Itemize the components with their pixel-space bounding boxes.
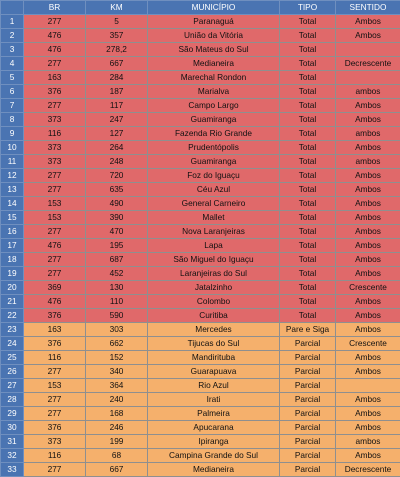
municipio-cell[interactable]: Mallet: [148, 211, 280, 225]
km-cell[interactable]: 127: [86, 127, 148, 141]
km-cell[interactable]: 278,2: [86, 43, 148, 57]
sentido-cell[interactable]: Ambos: [336, 351, 400, 365]
row-number[interactable]: 9: [1, 127, 24, 141]
tipo-cell[interactable]: Total: [280, 127, 336, 141]
br-cell[interactable]: 277: [24, 267, 86, 281]
sentido-cell[interactable]: Ambos: [336, 183, 400, 197]
km-cell[interactable]: 187: [86, 85, 148, 99]
sentido-cell[interactable]: Ambos: [336, 197, 400, 211]
municipio-cell[interactable]: Irati: [148, 393, 280, 407]
br-cell[interactable]: 116: [24, 351, 86, 365]
row-number[interactable]: 10: [1, 141, 24, 155]
row-number[interactable]: 22: [1, 309, 24, 323]
header-br[interactable]: BR: [24, 1, 86, 15]
row-number[interactable]: 27: [1, 379, 24, 393]
br-cell[interactable]: 277: [24, 99, 86, 113]
table-row: [1, 127, 400, 141]
br-cell[interactable]: 116: [24, 127, 86, 141]
sentido-cell[interactable]: Decrescente: [336, 463, 400, 477]
sentido-cell[interactable]: Ambos: [336, 295, 400, 309]
table-row: [1, 43, 400, 57]
km-cell[interactable]: 590: [86, 309, 148, 323]
municipio-cell[interactable]: São Mateus do Sul: [148, 43, 280, 57]
tipo-cell[interactable]: Parcial: [280, 435, 336, 449]
br-cell[interactable]: 476: [24, 29, 86, 43]
br-cell[interactable]: 277: [24, 183, 86, 197]
municipio-cell[interactable]: Paranaguá: [148, 15, 280, 29]
km-cell[interactable]: 199: [86, 435, 148, 449]
tipo-cell[interactable]: Total: [280, 43, 336, 57]
tipo-cell[interactable]: Parcial: [280, 351, 336, 365]
row-number[interactable]: 20: [1, 281, 24, 295]
table-row: [1, 57, 400, 71]
km-cell[interactable]: 303: [86, 323, 148, 337]
km-cell[interactable]: 168: [86, 407, 148, 421]
tipo-cell[interactable]: Total: [280, 309, 336, 323]
table-row: [1, 323, 400, 337]
tipo-cell[interactable]: Total: [280, 197, 336, 211]
sentido-cell[interactable]: Ambos: [336, 365, 400, 379]
row-number[interactable]: 6: [1, 85, 24, 99]
br-cell[interactable]: 476: [24, 43, 86, 57]
br-cell[interactable]: 373: [24, 113, 86, 127]
table-row: [1, 351, 400, 365]
row-number[interactable]: 26: [1, 365, 24, 379]
br-cell[interactable]: 277: [24, 393, 86, 407]
km-cell[interactable]: 240: [86, 393, 148, 407]
tipo-cell[interactable]: Total: [280, 211, 336, 225]
municipio-cell[interactable]: Ipiranga: [148, 435, 280, 449]
sentido-cell[interactable]: ambos: [336, 155, 400, 169]
br-cell[interactable]: 153: [24, 211, 86, 225]
tipo-cell[interactable]: Total: [280, 155, 336, 169]
km-cell[interactable]: 720: [86, 169, 148, 183]
municipio-cell[interactable]: Medianeira: [148, 463, 280, 477]
br-cell[interactable]: 277: [24, 57, 86, 71]
km-cell[interactable]: 452: [86, 267, 148, 281]
br-cell[interactable]: 376: [24, 421, 86, 435]
row-number[interactable]: 15: [1, 211, 24, 225]
km-cell[interactable]: 264: [86, 141, 148, 155]
sentido-cell[interactable]: Ambos: [336, 15, 400, 29]
row-number[interactable]: 25: [1, 351, 24, 365]
br-cell[interactable]: 373: [24, 435, 86, 449]
br-cell[interactable]: 163: [24, 323, 86, 337]
br-cell[interactable]: 277: [24, 463, 86, 477]
km-cell[interactable]: 667: [86, 57, 148, 71]
row-number[interactable]: 28: [1, 393, 24, 407]
table-row: [1, 281, 400, 295]
table-row: [1, 449, 400, 463]
table-row: [1, 71, 400, 85]
municipio-cell[interactable]: Mandirituba: [148, 351, 280, 365]
km-cell[interactable]: 117: [86, 99, 148, 113]
km-cell[interactable]: 110: [86, 295, 148, 309]
br-cell[interactable]: 277: [24, 253, 86, 267]
municipio-cell[interactable]: Tijucas do Sul: [148, 337, 280, 351]
municipio-cell[interactable]: Nova Laranjeiras: [148, 225, 280, 239]
tipo-cell[interactable]: Parcial: [280, 421, 336, 435]
sentido-cell[interactable]: Ambos: [336, 169, 400, 183]
table-row: [1, 253, 400, 267]
municipio-cell[interactable]: Guamiranga: [148, 155, 280, 169]
row-number[interactable]: 29: [1, 407, 24, 421]
table-body: [1, 15, 400, 477]
tipo-cell[interactable]: Total: [280, 253, 336, 267]
municipio-cell[interactable]: Fazenda Rio Grande: [148, 127, 280, 141]
municipio-cell[interactable]: Prudentópolis: [148, 141, 280, 155]
municipio-cell[interactable]: General Carneiro: [148, 197, 280, 211]
km-cell[interactable]: 248: [86, 155, 148, 169]
tipo-cell[interactable]: Total: [280, 113, 336, 127]
header-row: [1, 1, 400, 15]
sentido-cell[interactable]: ambos: [336, 85, 400, 99]
header-sentido[interactable]: SENTIDO: [336, 1, 400, 15]
row-number[interactable]: 32: [1, 449, 24, 463]
row-number[interactable]: 17: [1, 239, 24, 253]
municipio-cell[interactable]: Lapa: [148, 239, 280, 253]
br-cell[interactable]: 153: [24, 197, 86, 211]
municipio-cell[interactable]: Marialva: [148, 85, 280, 99]
tipo-cell[interactable]: Total: [280, 57, 336, 71]
table-row: [1, 197, 400, 211]
row-number[interactable]: 1: [1, 15, 24, 29]
row-number[interactable]: 19: [1, 267, 24, 281]
table-row: [1, 85, 400, 99]
table-row: [1, 155, 400, 169]
sentido-cell[interactable]: Ambos: [336, 29, 400, 43]
row-number[interactable]: 16: [1, 225, 24, 239]
row-number[interactable]: 18: [1, 253, 24, 267]
tipo-cell[interactable]: Total: [280, 85, 336, 99]
br-cell[interactable]: 376: [24, 85, 86, 99]
br-cell[interactable]: 476: [24, 295, 86, 309]
table-row: [1, 393, 400, 407]
sentido-cell[interactable]: Ambos: [336, 449, 400, 463]
tipo-cell[interactable]: Parcial: [280, 365, 336, 379]
table-row: [1, 211, 400, 225]
tipo-cell[interactable]: Total: [280, 99, 336, 113]
km-cell[interactable]: 130: [86, 281, 148, 295]
municipio-cell[interactable]: São Miguel do Iguaçu: [148, 253, 280, 267]
tipo-cell[interactable]: Parcial: [280, 407, 336, 421]
table-row: [1, 225, 400, 239]
municipio-cell[interactable]: Colombo: [148, 295, 280, 309]
header-index[interactable]: [1, 1, 24, 15]
row-number[interactable]: 24: [1, 337, 24, 351]
km-cell[interactable]: 635: [86, 183, 148, 197]
tipo-cell[interactable]: Total: [280, 15, 336, 29]
table-row: [1, 267, 400, 281]
sentido-cell[interactable]: Ambos: [336, 393, 400, 407]
row-number[interactable]: 21: [1, 295, 24, 309]
br-cell[interactable]: 277: [24, 15, 86, 29]
br-cell[interactable]: 376: [24, 337, 86, 351]
sentido-cell[interactable]: Ambos: [336, 267, 400, 281]
municipio-cell[interactable]: Campina Grande do Sul: [148, 449, 280, 463]
table-row: [1, 29, 400, 43]
km-cell[interactable]: 390: [86, 211, 148, 225]
sentido-cell[interactable]: [336, 71, 400, 85]
km-cell[interactable]: 470: [86, 225, 148, 239]
sentido-cell[interactable]: Ambos: [336, 211, 400, 225]
tipo-cell[interactable]: Parcial: [280, 463, 336, 477]
km-cell[interactable]: 340: [86, 365, 148, 379]
br-cell[interactable]: 376: [24, 309, 86, 323]
municipio-cell[interactable]: Medianeira: [148, 57, 280, 71]
br-cell[interactable]: 277: [24, 407, 86, 421]
row-number[interactable]: 23: [1, 323, 24, 337]
km-cell[interactable]: 667: [86, 463, 148, 477]
sentido-cell[interactable]: Ambos: [336, 253, 400, 267]
km-cell[interactable]: 662: [86, 337, 148, 351]
table-row: [1, 407, 400, 421]
row-number[interactable]: 3: [1, 43, 24, 57]
municipio-cell[interactable]: Apucarana: [148, 421, 280, 435]
sentido-cell[interactable]: [336, 379, 400, 393]
row-number[interactable]: 7: [1, 99, 24, 113]
municipio-cell[interactable]: Céu Azul: [148, 183, 280, 197]
row-number[interactable]: 2: [1, 29, 24, 43]
km-cell[interactable]: 247: [86, 113, 148, 127]
tipo-cell[interactable]: Parcial: [280, 379, 336, 393]
header-municipio[interactable]: MUNICÍPIO: [148, 1, 280, 15]
table-row: [1, 421, 400, 435]
km-cell[interactable]: 364: [86, 379, 148, 393]
municipio-cell[interactable]: Marechal Rondon: [148, 71, 280, 85]
sentido-cell[interactable]: Crescente: [336, 337, 400, 351]
row-number[interactable]: 30: [1, 421, 24, 435]
br-cell[interactable]: 369: [24, 281, 86, 295]
row-number[interactable]: 12: [1, 169, 24, 183]
sentido-cell[interactable]: Ambos: [336, 239, 400, 253]
br-cell[interactable]: 116: [24, 449, 86, 463]
row-number[interactable]: 4: [1, 57, 24, 71]
tipo-cell[interactable]: Total: [280, 29, 336, 43]
table-row: [1, 15, 400, 29]
km-cell[interactable]: 687: [86, 253, 148, 267]
tipo-cell[interactable]: Total: [280, 183, 336, 197]
municipio-cell[interactable]: Palmeira: [148, 407, 280, 421]
tipo-cell[interactable]: Parcial: [280, 449, 336, 463]
tipo-cell[interactable]: Total: [280, 71, 336, 85]
municipio-cell[interactable]: Rio Azul: [148, 379, 280, 393]
tipo-cell[interactable]: Total: [280, 267, 336, 281]
table-row: [1, 141, 400, 155]
table-row: [1, 463, 400, 477]
sentido-cell[interactable]: Ambos: [336, 309, 400, 323]
br-cell[interactable]: 153: [24, 379, 86, 393]
br-cell[interactable]: 163: [24, 71, 86, 85]
km-cell[interactable]: 68: [86, 449, 148, 463]
sentido-cell[interactable]: ambos: [336, 435, 400, 449]
table-row: [1, 169, 400, 183]
tipo-cell[interactable]: Total: [280, 225, 336, 239]
table-row: [1, 113, 400, 127]
sentido-cell[interactable]: Ambos: [336, 225, 400, 239]
sentido-cell[interactable]: Ambos: [336, 141, 400, 155]
table-row: [1, 295, 400, 309]
tipo-cell[interactable]: Total: [280, 141, 336, 155]
tipo-cell[interactable]: Parcial: [280, 393, 336, 407]
municipio-cell[interactable]: Guarapuava: [148, 365, 280, 379]
km-cell[interactable]: 5: [86, 15, 148, 29]
br-cell[interactable]: 476: [24, 239, 86, 253]
km-cell[interactable]: 490: [86, 197, 148, 211]
municipio-cell[interactable]: Jatalzinho: [148, 281, 280, 295]
table-row: [1, 365, 400, 379]
tipo-cell[interactable]: Total: [280, 169, 336, 183]
sentido-cell[interactable]: Crescente: [336, 281, 400, 295]
municipio-cell[interactable]: Foz do Iguaçu: [148, 169, 280, 183]
table-row: [1, 379, 400, 393]
table-row: [1, 239, 400, 253]
table-row: [1, 337, 400, 351]
br-cell[interactable]: 373: [24, 155, 86, 169]
br-cell[interactable]: 373: [24, 141, 86, 155]
table-row: [1, 435, 400, 449]
sentido-cell[interactable]: Ambos: [336, 407, 400, 421]
km-cell[interactable]: 246: [86, 421, 148, 435]
header-tipo[interactable]: TIPO: [280, 1, 336, 15]
sentido-cell[interactable]: Decrescente: [336, 57, 400, 71]
row-number[interactable]: 8: [1, 113, 24, 127]
municipio-cell[interactable]: Curitiba: [148, 309, 280, 323]
sentido-cell[interactable]: [336, 43, 400, 57]
km-cell[interactable]: 284: [86, 71, 148, 85]
sentido-cell[interactable]: Ambos: [336, 113, 400, 127]
header-km[interactable]: KM: [86, 1, 148, 15]
municipio-cell[interactable]: Laranjeiras do Sul: [148, 267, 280, 281]
table-row: [1, 99, 400, 113]
municipio-cell[interactable]: Mercedes: [148, 323, 280, 337]
table-row: [1, 183, 400, 197]
row-number[interactable]: 33: [1, 463, 24, 477]
sentido-cell[interactable]: Ambos: [336, 99, 400, 113]
tipo-cell[interactable]: Total: [280, 281, 336, 295]
row-number[interactable]: 14: [1, 197, 24, 211]
br-cell[interactable]: 277: [24, 365, 86, 379]
row-number[interactable]: 11: [1, 155, 24, 169]
tipo-cell[interactable]: Total: [280, 295, 336, 309]
municipio-cell[interactable]: União da Vitória: [148, 29, 280, 43]
km-cell[interactable]: 152: [86, 351, 148, 365]
sentido-cell[interactable]: Ambos: [336, 421, 400, 435]
row-number[interactable]: 13: [1, 183, 24, 197]
sentido-cell[interactable]: ambos: [336, 127, 400, 141]
tipo-cell[interactable]: Pare e Siga: [280, 323, 336, 337]
municipio-cell[interactable]: Campo Largo: [148, 99, 280, 113]
km-cell[interactable]: 357: [86, 29, 148, 43]
tipo-cell[interactable]: Total: [280, 239, 336, 253]
br-cell[interactable]: 277: [24, 169, 86, 183]
row-number[interactable]: 5: [1, 71, 24, 85]
tipo-cell[interactable]: Parcial: [280, 337, 336, 351]
table-row: [1, 309, 400, 323]
br-cell[interactable]: 277: [24, 225, 86, 239]
km-cell[interactable]: 195: [86, 239, 148, 253]
row-number[interactable]: 31: [1, 435, 24, 449]
municipio-cell[interactable]: Guamiranga: [148, 113, 280, 127]
sentido-cell[interactable]: Ambos: [336, 323, 400, 337]
